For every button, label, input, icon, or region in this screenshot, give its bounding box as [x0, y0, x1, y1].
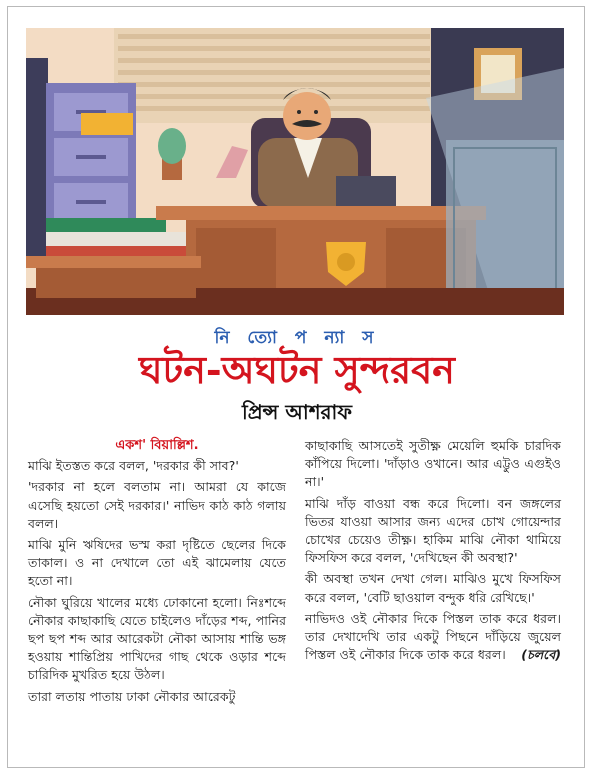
story-column-left [28, 437, 286, 709]
book [46, 232, 196, 246]
paragraph: মাঝি মুনি ঋষিদের ভস্ম করা দৃষ্টিতে ছেলের দিকে তাকাল। ও না দেখালে তো এই ঝামেলায় যেতে হতো না। [28, 537, 286, 589]
paragraph: নৌকা ঘুরিয়ে খালের মধ্যে ঢোকানো হলো। নিঃশব্দে নৌকার কাছাকাছি যেতে চাইলেও দাঁড়ের শব্দ, পানির ছপ ছপ শব্দ আর আরেকটা নৌকা আসায় শান্তি ভঙ্গ হওয়ায় শান্তিপ্রিয় পাখিদের গাছ থেকে ওড়ার শব্দে চারিদিক মুখরিত হয়ে উঠল। [28, 594, 286, 683]
book [46, 218, 166, 232]
office-scene [26, 28, 564, 315]
story-column-right [305, 437, 561, 667]
detective-face [283, 92, 331, 140]
paragraph-text: নাভিদও ওই নৌকার দিকে পিস্তল তাক করে ধরল। তার দেখাদেখি তার একটু পিছনে দাঁড়িয়ে জুয়েল পিস্তল ওই নৌকার দিকে তাক করে ধরল। [305, 610, 561, 663]
plant [158, 128, 186, 164]
author-byline: প্রিন্স আশরাফ [242, 400, 352, 424]
section-kicker: নি ত্যো প ন্যা স [214, 328, 380, 348]
left-shelf [26, 58, 48, 258]
continued-marker: (চলবে) [521, 647, 561, 663]
paragraph-last [305, 610, 561, 665]
paragraph: তারা লতায় পাতায় ঢাকা নৌকার আরেকটু [28, 688, 236, 704]
chapter-heading: একশ' বিয়াল্লিশ. [115, 438, 199, 453]
paragraph: 'দরকার না হলে বলতাম না। আমরা যে কাজে এসেছি হয়তো সেই দরকার।' নাভিদ কাঠ কাঠ গলায় বলল। [28, 479, 286, 531]
paragraph: মাঝি দাঁড় বাওয়া বন্ধ করে দিলো। বন জঙ্গলের ভিতর যাওয়া আসার জন্য এদের চোখ গোয়েন্দার চোখের চেয়েও তীক্ষ্ণ। হাকিম মাঝি নৌকা থামিয়ে ফিসফিস করে বলল, 'দেখিছেন কী অবস্থা?' [305, 495, 561, 566]
paragraph: মাঝি ইতস্তত করে বলল, 'দরকার কী সাব?' [28, 458, 239, 474]
paragraph: কী অবস্থা তখন দেখা গেল। মাঝিও মুখে ফিসফিস করে বলল, 'বেটি ছাওয়াল বন্দুক ধরি রেখিছে।' [305, 571, 561, 605]
story-headline: ঘটন-অঘটন সুন্দরবন [139, 347, 455, 392]
illustration-detective-office [26, 28, 564, 315]
paragraph: কাছাকাছি আসতেই সুতীক্ষ্ণ মেয়েলি হুমকি চারদিক কাঁপিয়ে দিলো। 'দাঁড়াও ওখানে। আর এট্টুও এগুইও না।' [305, 438, 561, 490]
side-table [26, 256, 201, 268]
folder-stack [81, 113, 133, 135]
desk-top [156, 206, 486, 220]
